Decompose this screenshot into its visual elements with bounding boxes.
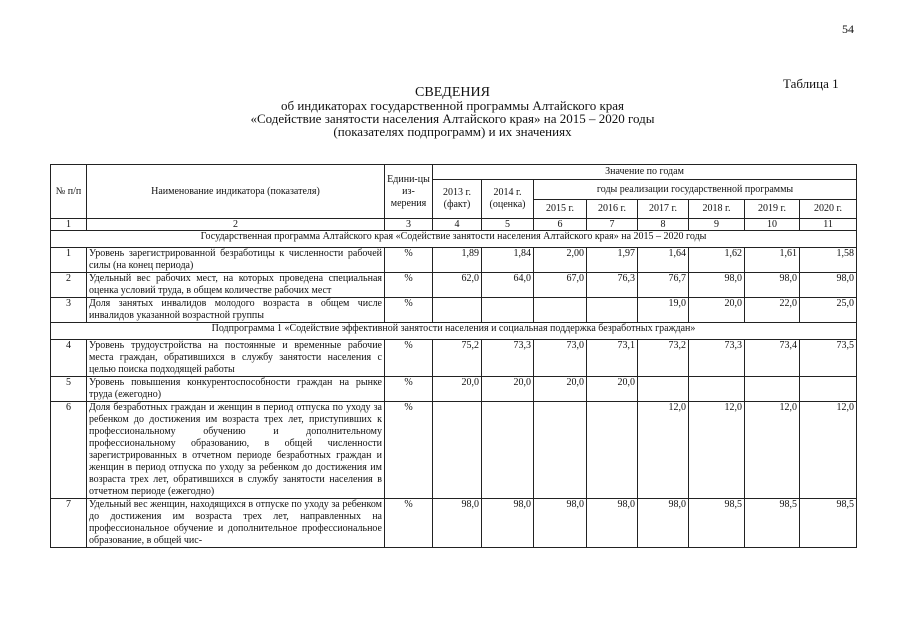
value-cell: 76,7 (638, 273, 689, 298)
value-cell (534, 298, 587, 323)
header-program-years: годы реализации государственной программы (534, 180, 857, 200)
header-values-by-year: Значение по годам (433, 165, 857, 180)
value-cell: 98,0 (482, 499, 534, 548)
value-cell: 25,0 (800, 298, 857, 323)
value-cell (638, 377, 689, 402)
value-cell: 98,0 (800, 273, 857, 298)
value-cell (534, 402, 587, 499)
value-cell: 20,0 (433, 377, 482, 402)
row-number: 5 (51, 377, 87, 402)
value-cell: 20,0 (689, 298, 745, 323)
column-number: 2 (87, 219, 385, 231)
value-cell (689, 377, 745, 402)
column-number: 3 (385, 219, 433, 231)
indicator-name: Удельный вес рабочих мест, на которых проведена специальная оценка условий труда, в общем количестве рабочих мест (87, 273, 385, 298)
section-title: Государственная программа Алтайского края «Содействие занятости населения Алтайского края» на 2015 – 2020 годы (51, 231, 857, 248)
column-number: 5 (482, 219, 534, 231)
indicator-name: Удельный вес женщин, находящихся в отпуске по уходу за ребенком до достижения им возраста трех лет, направленных на профессиональное обучение и дополнительное профессиональное образование, в общей чис- (87, 499, 385, 548)
value-cell (800, 377, 857, 402)
indicator-name: Уровень зарегистрированной безработицы к численности рабочей силы (на конец периода) (87, 248, 385, 273)
value-cell: 1,97 (587, 248, 638, 273)
value-cell: 76,3 (587, 273, 638, 298)
value-cell: 1,64 (638, 248, 689, 273)
value-cell: 98,5 (800, 499, 857, 548)
column-number: 7 (587, 219, 638, 231)
value-cell: 98,0 (689, 273, 745, 298)
row-number: 4 (51, 340, 87, 377)
column-number-row (51, 219, 857, 231)
value-cell (587, 402, 638, 499)
value-cell (433, 402, 482, 499)
indicator-name: Доля безработных граждан и женщин в период отпуска по уходу за ребенком до достижения им возраста трех лет, приступивших к профессиональному обучению и дополнительному профессиональному образованию, в общей численности зарегистрированных в отчетном периоде безработных граждан и женщин в период отпуска по уходу за ребенком до достижения им возраста трех лет, обратившихся в службу занятости населения в отчетном периоде (ежегодно) (87, 402, 385, 499)
table-row (51, 499, 857, 548)
table-row (51, 248, 857, 273)
value-cell: 98,0 (433, 499, 482, 548)
header-2014: 2014 г. (оценка) (482, 180, 534, 219)
row-number: 3 (51, 298, 87, 323)
row-number: 1 (51, 248, 87, 273)
unit: % (385, 499, 433, 548)
header-year: 2016 г. (587, 200, 638, 219)
value-cell (482, 298, 534, 323)
header-year: 2017 г. (638, 200, 689, 219)
value-cell: 73,3 (482, 340, 534, 377)
header-2013: 2013 г. (факт) (433, 180, 482, 219)
value-cell: 20,0 (534, 377, 587, 402)
title-line-1: СВЕДЕНИЯ (415, 85, 490, 100)
row-number: 6 (51, 402, 87, 499)
value-cell: 73,3 (689, 340, 745, 377)
value-cell (587, 298, 638, 323)
value-cell: 22,0 (745, 298, 800, 323)
indicators-table (50, 164, 857, 548)
section-title: Подпрограмма 1 «Содействие эффективной занятости населения и социальная поддержка безработных граждан» (51, 323, 857, 340)
section-row (51, 231, 857, 248)
header-year: 2020 г. (800, 200, 857, 219)
table-row (51, 340, 857, 377)
header-num: № п/п (51, 165, 87, 219)
unit: % (385, 377, 433, 402)
value-cell: 62,0 (433, 273, 482, 298)
header-year: 2019 г. (745, 200, 800, 219)
row-number: 7 (51, 499, 87, 548)
column-number: 4 (433, 219, 482, 231)
value-cell: 73,1 (587, 340, 638, 377)
header-year: 2015 г. (534, 200, 587, 219)
title-line-4: (показателях подпрограмм) и их значениях (333, 124, 572, 139)
value-cell: 1,58 (800, 248, 857, 273)
title-line-3: «Содействие занятости населения Алтайского края» на 2015 – 2020 годы (250, 111, 655, 126)
value-cell: 98,0 (745, 273, 800, 298)
value-cell: 73,2 (638, 340, 689, 377)
table-label: Таблица 1 (783, 76, 839, 91)
column-number: 6 (534, 219, 587, 231)
value-cell: 73,0 (534, 340, 587, 377)
value-cell: 73,4 (745, 340, 800, 377)
unit: % (385, 402, 433, 499)
indicator-name: Доля занятых инвалидов молодого возраста в общем числе инвалидов указанной возрастной группы (87, 298, 385, 323)
column-number: 9 (689, 219, 745, 231)
value-cell: 98,0 (587, 499, 638, 548)
value-cell: 19,0 (638, 298, 689, 323)
value-cell: 98,0 (638, 499, 689, 548)
value-cell: 1,61 (745, 248, 800, 273)
value-cell: 2,00 (534, 248, 587, 273)
header-year: 2018 г. (689, 200, 745, 219)
unit: % (385, 248, 433, 273)
value-cell: 98,5 (689, 499, 745, 548)
value-cell: 20,0 (587, 377, 638, 402)
value-cell: 1,89 (433, 248, 482, 273)
table-row (51, 273, 857, 298)
value-cell: 1,62 (689, 248, 745, 273)
indicator-name: Уровень трудоустройства на постоянные и временные рабочие места граждан, обратившихся в службу занятости населения с целью поиска подходящей работы (87, 340, 385, 377)
value-cell (482, 402, 534, 499)
column-number: 11 (800, 219, 857, 231)
unit: % (385, 340, 433, 377)
document-title (0, 86, 905, 138)
value-cell: 75,2 (433, 340, 482, 377)
value-cell: 12,0 (800, 402, 857, 499)
section-row (51, 323, 857, 340)
header-name: Наименование индикатора (показателя) (87, 165, 385, 219)
value-cell: 64,0 (482, 273, 534, 298)
unit: % (385, 298, 433, 323)
table-row (51, 298, 857, 323)
table-row (51, 402, 857, 499)
value-cell (433, 298, 482, 323)
value-cell: 98,0 (534, 499, 587, 548)
header-unit: Едини-цы из-мерения (385, 165, 433, 219)
value-cell: 12,0 (638, 402, 689, 499)
unit: % (385, 273, 433, 298)
value-cell: 73,5 (800, 340, 857, 377)
table-row (51, 377, 857, 402)
row-number: 2 (51, 273, 87, 298)
column-number: 1 (51, 219, 87, 231)
value-cell: 98,5 (745, 499, 800, 548)
column-number: 10 (745, 219, 800, 231)
column-number: 8 (638, 219, 689, 231)
indicator-name: Уровень повышения конкурентоспособности граждан на рынке труда (ежегодно) (87, 377, 385, 402)
value-cell: 12,0 (745, 402, 800, 499)
value-cell: 67,0 (534, 273, 587, 298)
title-line-2: об индикаторах государственной программы Алтайского края (280, 98, 625, 113)
value-cell (745, 377, 800, 402)
value-cell: 20,0 (482, 377, 534, 402)
value-cell: 12,0 (689, 402, 745, 499)
value-cell: 1,84 (482, 248, 534, 273)
page-number: 54 (842, 22, 854, 36)
